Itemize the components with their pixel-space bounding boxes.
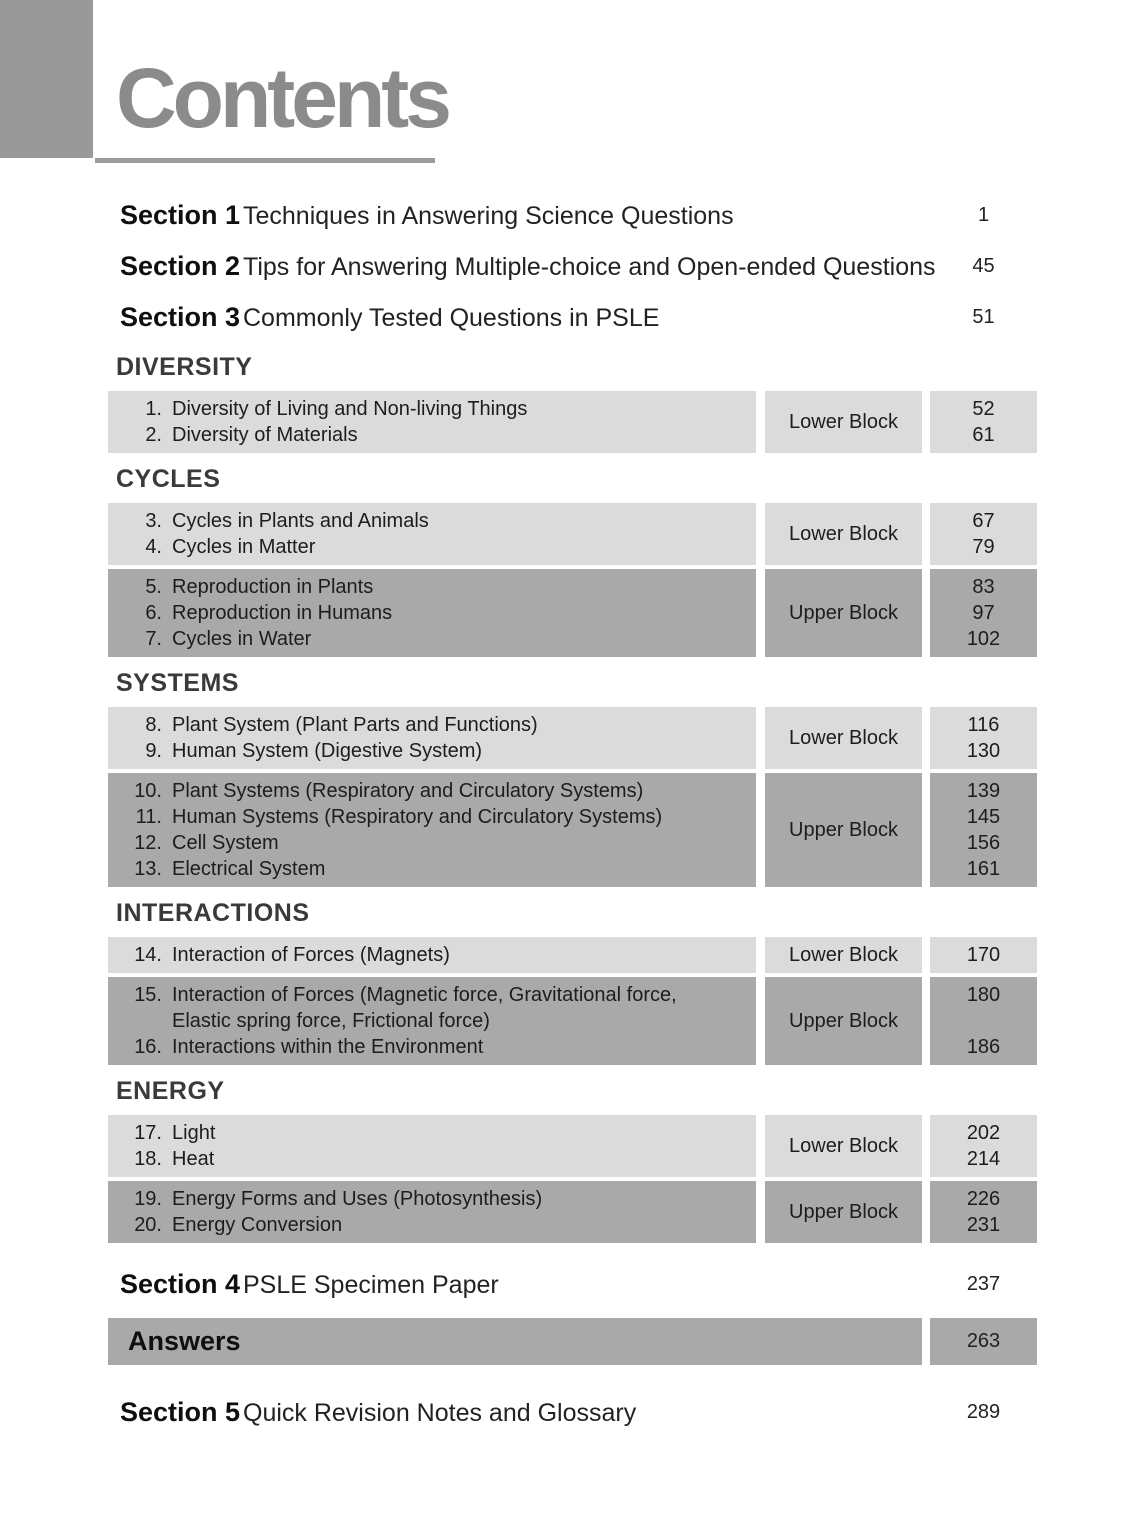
chapter-number: 10.	[134, 780, 162, 802]
chapter-line	[124, 600, 756, 626]
chapter-line	[124, 830, 756, 856]
toc-row	[108, 977, 1037, 1065]
page-number: 202	[966, 1122, 1001, 1144]
pages-cell	[930, 977, 1037, 1065]
chapter-line	[124, 626, 756, 652]
pages-cell	[930, 391, 1037, 453]
chapter-number: 14.	[134, 944, 162, 966]
section-page-number: 289	[966, 1401, 1001, 1423]
chapter-number: 17.	[134, 1122, 162, 1144]
page-number: 102	[966, 628, 1001, 650]
chapter-line	[124, 1034, 756, 1060]
chapters-cell	[108, 1181, 756, 1243]
chapters-cell	[108, 707, 756, 769]
toc-content	[108, 200, 1037, 1428]
group-rows	[108, 707, 1037, 887]
section-title: Techniques in Answering Science Questions	[243, 202, 734, 230]
block-cell	[765, 503, 922, 565]
chapter-line	[124, 1186, 756, 1212]
chapters-cell	[108, 977, 756, 1065]
toc-row	[108, 937, 1037, 973]
topic-group	[108, 353, 1037, 453]
chapter-title: Cell System	[172, 832, 279, 854]
chapter-title: Cycles in Plants and Animals	[172, 510, 429, 532]
chapter-title: Diversity of Materials	[172, 424, 358, 446]
toc-row	[108, 1115, 1037, 1177]
answers-label: Answers	[128, 1326, 241, 1356]
chapter-title: Human Systems (Respiratory and Circulatory Systems)	[172, 806, 663, 828]
section-label: Section 4	[120, 1269, 241, 1299]
page-number: 130	[966, 740, 1001, 762]
top-sections	[108, 200, 1037, 333]
chapter-title: Cycles in Water	[172, 628, 312, 650]
page-number: 214	[966, 1148, 1001, 1170]
chapter-line	[124, 712, 756, 738]
chapter-title: Interaction of Forces (Magnets)	[172, 944, 450, 966]
chapters-cell	[108, 937, 756, 973]
toc-row	[108, 773, 1037, 887]
chapter-line	[124, 804, 756, 830]
group-heading: DIVERSITY	[116, 353, 253, 381]
page-header	[0, 0, 1123, 200]
block-label: Lower Block	[789, 726, 898, 749]
chapter-number: 8.	[145, 714, 162, 736]
chapter-title: Heat	[172, 1148, 215, 1170]
section-row-2	[108, 251, 1037, 282]
chapter-number	[124, 1008, 162, 1034]
block-label: Upper Block	[789, 601, 898, 624]
section-title: Quick Revision Notes and Glossary	[243, 1399, 637, 1427]
block-cell	[765, 1181, 922, 1243]
block-cell	[765, 707, 922, 769]
topic-group	[108, 669, 1037, 887]
chapter-title: Interactions within the Environment	[172, 1036, 484, 1058]
chapter-title: Cycles in Matter	[172, 536, 316, 558]
chapter-title: Diversity of Living and Non-living Things	[172, 398, 528, 420]
toc-row	[108, 569, 1037, 657]
chapter-line	[124, 982, 756, 1008]
section-row-3	[108, 302, 1037, 333]
chapter-title: Interaction of Forces (Magnetic force, Gravitational force,	[172, 984, 677, 1006]
chapter-line	[124, 1146, 756, 1172]
chapter-number: 6.	[145, 602, 162, 624]
toc-row	[108, 391, 1037, 453]
pages-cell	[930, 1115, 1037, 1177]
chapters-cell	[108, 569, 756, 657]
section-row-5	[108, 1397, 1037, 1428]
chapter-title: Reproduction in Plants	[172, 576, 374, 598]
section-page-number: 1	[977, 204, 990, 226]
section-label: Section 2	[120, 251, 241, 281]
block-label: Upper Block	[789, 818, 898, 841]
chapter-title: Human System (Digestive System)	[172, 740, 483, 762]
chapters-cell	[108, 1115, 756, 1177]
chapter-title: Plant System (Plant Parts and Functions)	[172, 714, 538, 736]
chapter-line	[124, 534, 756, 560]
section-row-1	[108, 200, 1037, 231]
pages-cell	[930, 773, 1037, 887]
page-number: 170	[966, 944, 1001, 966]
block-cell	[765, 391, 922, 453]
group-heading: CYCLES	[116, 465, 221, 493]
chapter-number: 12.	[134, 832, 162, 854]
section-title: Commonly Tested Questions in PSLE	[243, 304, 660, 332]
answers-page-box	[930, 1318, 1037, 1365]
chapter-title: Plant Systems (Respiratory and Circulatory Systems)	[172, 780, 644, 802]
page-number: 139	[966, 780, 1001, 802]
chapters-cell	[108, 391, 756, 453]
section-page-number: 45	[972, 255, 995, 277]
toc-row	[108, 503, 1037, 565]
page-number: 67	[972, 510, 995, 532]
chapter-line	[124, 396, 756, 422]
toc-row	[108, 707, 1037, 769]
group-rows	[108, 937, 1037, 1065]
chapter-line	[124, 942, 756, 968]
page-number: 52	[972, 398, 995, 420]
chapters-cell	[108, 503, 756, 565]
chapter-line	[124, 508, 756, 534]
section-label: Section 1	[120, 200, 241, 230]
page-title: Contents	[116, 51, 448, 145]
chapter-number: 5.	[145, 576, 162, 598]
chapter-line	[124, 1212, 756, 1238]
chapter-number: 3.	[145, 510, 162, 532]
topic-group	[108, 899, 1037, 1065]
page-number: 186	[966, 1036, 1001, 1058]
answers-page-number: 263	[966, 1330, 1001, 1352]
block-label: Lower Block	[789, 943, 898, 966]
chapter-number: 18.	[134, 1148, 162, 1170]
chapter-number: 2.	[145, 424, 162, 446]
topic-group	[108, 465, 1037, 657]
page-number: 116	[967, 714, 1000, 736]
page-number: 161	[966, 858, 1001, 880]
chapter-number: 7.	[145, 628, 162, 650]
section-page-number: 237	[966, 1273, 1001, 1295]
chapter-title: Energy Conversion	[172, 1214, 343, 1236]
chapter-number: 20.	[134, 1214, 162, 1236]
chapter-line	[124, 422, 756, 448]
page-number: 226	[966, 1188, 1001, 1210]
chapter-number: 19.	[134, 1188, 162, 1210]
chapter-title: Elastic spring force, Frictional force)	[172, 1010, 490, 1032]
page-number: 79	[972, 536, 995, 558]
group-rows	[108, 1115, 1037, 1243]
group-heading: INTERACTIONS	[116, 899, 310, 927]
chapter-title: Reproduction in Humans	[172, 602, 393, 624]
answers-row	[108, 1318, 1037, 1365]
group-heading: ENERGY	[116, 1077, 225, 1105]
page-number	[930, 1008, 1037, 1034]
block-cell	[765, 977, 922, 1065]
chapter-line	[124, 574, 756, 600]
chapter-number: 13.	[134, 858, 162, 880]
block-cell	[765, 569, 922, 657]
chapter-number: 16.	[134, 1036, 162, 1058]
pages-cell	[930, 707, 1037, 769]
block-cell	[765, 773, 922, 887]
corner-block	[0, 0, 93, 158]
pages-cell	[930, 569, 1037, 657]
toc-row	[108, 1181, 1037, 1243]
page-number: 145	[966, 806, 1001, 828]
block-label: Lower Block	[789, 1134, 898, 1157]
page-number: 61	[972, 424, 995, 446]
page-number: 83	[972, 576, 995, 598]
page-number: 231	[966, 1214, 1001, 1236]
group-rows	[108, 503, 1037, 657]
chapter-line	[124, 1008, 756, 1034]
chapter-number: 1.	[145, 398, 162, 420]
section-title: PSLE Specimen Paper	[243, 1271, 499, 1299]
pages-cell	[930, 503, 1037, 565]
block-label: Upper Block	[789, 1009, 898, 1032]
chapter-line	[124, 738, 756, 764]
topic-group	[108, 1077, 1037, 1243]
pages-cell	[930, 937, 1037, 973]
chapter-line	[124, 778, 756, 804]
chapter-title: Energy Forms and Uses (Photosynthesis)	[172, 1188, 543, 1210]
section-label: Section 3	[120, 302, 241, 332]
title-underline	[95, 158, 435, 163]
block-cell	[765, 937, 922, 973]
chapter-number: 9.	[145, 740, 162, 762]
block-cell	[765, 1115, 922, 1177]
block-label: Upper Block	[789, 1200, 898, 1223]
chapter-title: Electrical System	[172, 858, 326, 880]
chapters-cell	[108, 773, 756, 887]
page-number: 180	[966, 984, 1001, 1006]
pages-cell	[930, 1181, 1037, 1243]
chapter-title: Light	[172, 1122, 216, 1144]
block-label: Lower Block	[789, 522, 898, 545]
group-heading: SYSTEMS	[116, 669, 239, 697]
section-label: Section 5	[120, 1397, 241, 1427]
group-rows	[108, 391, 1037, 453]
answers-bar	[108, 1318, 922, 1365]
chapter-number: 11.	[135, 806, 162, 828]
page-number: 156	[966, 832, 1001, 854]
topic-groups	[108, 353, 1037, 1243]
chapter-number: 4.	[145, 536, 162, 558]
chapter-line	[124, 856, 756, 882]
section-row-4	[108, 1269, 1037, 1300]
section-title: Tips for Answering Multiple-choice and Open-ended Questions	[243, 253, 936, 281]
chapter-line	[124, 1120, 756, 1146]
chapter-number: 15.	[134, 984, 162, 1006]
page-number: 97	[972, 602, 995, 624]
section-page-number: 51	[972, 306, 995, 328]
block-label: Lower Block	[789, 410, 898, 433]
